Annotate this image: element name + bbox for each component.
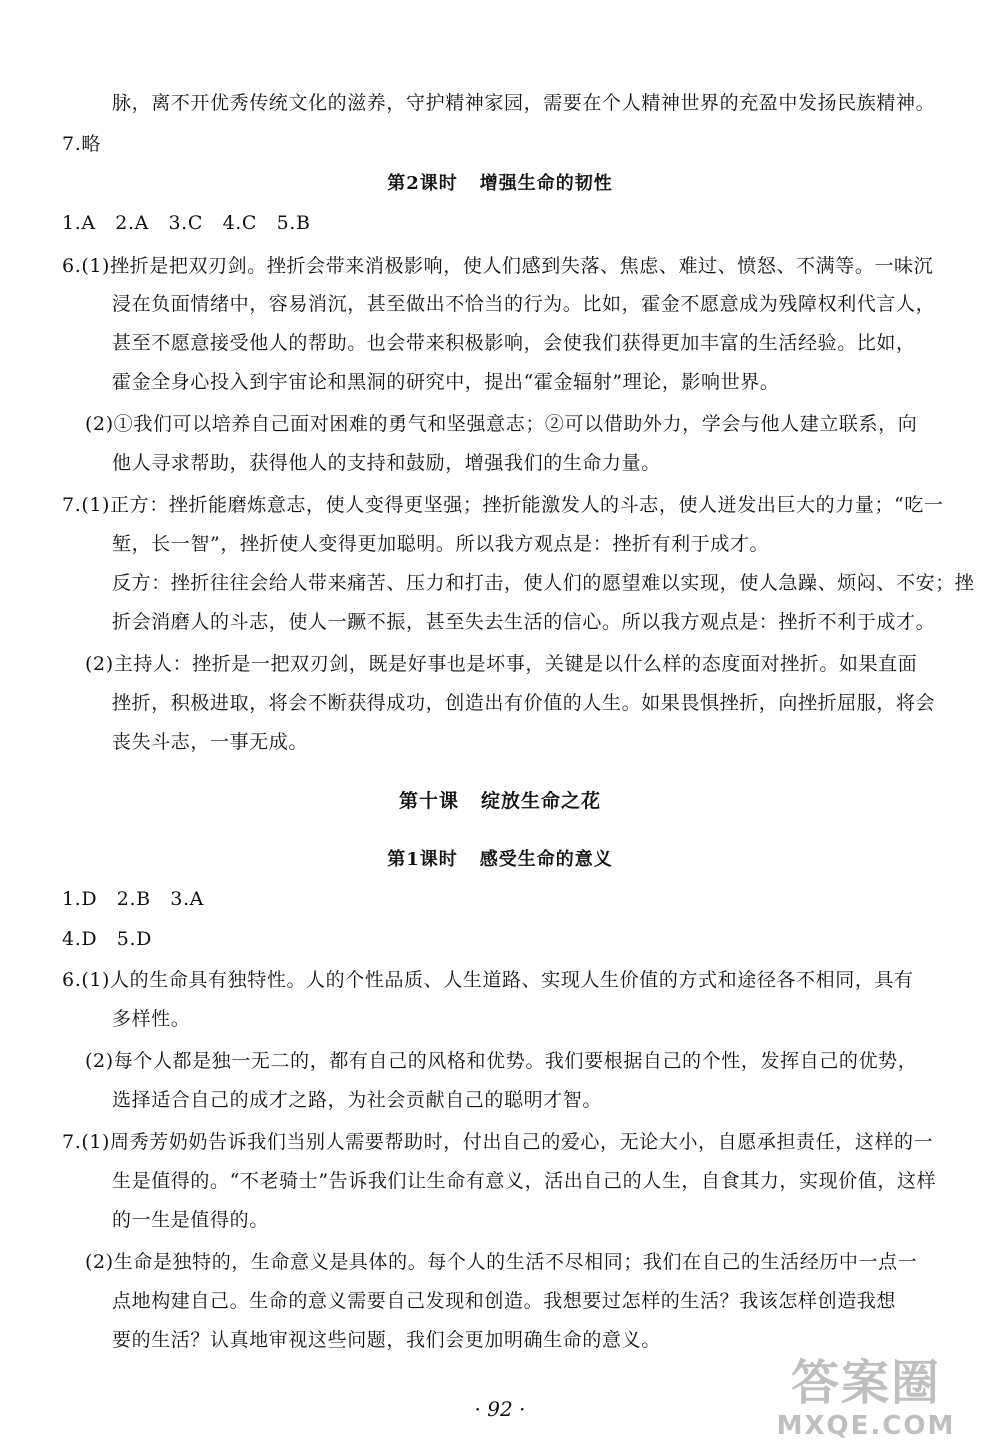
text-line: 生是值得的。“不老骑士”告诉我们让生命有意义，活出自己的人生，自食其力，实现价值，这样 xyxy=(112,1170,937,1192)
text-line: 他人寻求帮助，获得他人的支持和鼓励，增强我们的生命力量。 xyxy=(112,452,661,474)
text-line: 折会消磨人的斗志，使人一蹶不振，甚至失去生活的信心。所以我方观点是：挫折不利于成才。 xyxy=(112,611,936,633)
text-line: 霍金全身心投入到宇宙论和黑洞的研究中，提出“霍金辐射”理论，影响世界。 xyxy=(112,371,780,393)
text-line: 6.(1)挫折是把双刃剑。挫折会带来消极影响，使人们感到失落、焦虑、难过、愤怒、不满等。一味沉 xyxy=(62,255,934,277)
answer-line: 1.A 2.A 3.C 4.C 5.B xyxy=(62,212,311,234)
watermark-bottom: MXQE.COM xyxy=(776,1411,956,1441)
text-line: 脉，离不开优秀传统文化的滋养，守护精神家园，需要在个人精神世界的充盈中发扬民族精神。 xyxy=(112,92,936,114)
text-line: 丧失斗志，一事无成。 xyxy=(112,731,309,753)
text-line: 点地构建自己。生命的意义需要自己发现和创造。我想要过怎样的生活？我该怎样创造我想 xyxy=(112,1290,897,1312)
watermark-logo xyxy=(756,1355,976,1445)
text-line: 7.(1)周秀芳奶奶告诉我们当别人需要帮助时，付出自己的爱心，无论大小，自愿承担责任，这样的一 xyxy=(62,1131,934,1153)
text-line: 7.略 xyxy=(62,133,101,155)
text-line: 多样性。 xyxy=(112,1008,191,1030)
text-line: 反方：挫折往往会给人带来痛苦、压力和打击，使人们的愿望难以实现，使人急躁、烦闷、不安；挫 xyxy=(112,572,975,594)
answer-line: 1.D 2.B 3.A xyxy=(62,888,204,910)
text-line: (2)生命是独特的，生命意义是具体的。每个人的生活不尽相同；我们在自己的生活经历中一点一 xyxy=(85,1251,918,1273)
lesson-heading xyxy=(0,789,1000,813)
watermark-top: 答案圈 xyxy=(790,1355,941,1411)
text-line: 堑，长一智”，挫折使人变得更加聪明。所以我方观点是：挫折有利于成才。 xyxy=(112,533,770,555)
text-line: 浸在负面情绪中，容易消沉，甚至做出不恰当的行为。比如，霍金不愿意成为残障权利代言人， xyxy=(112,293,936,315)
heading-title: 增强生命的韧性 xyxy=(479,173,613,194)
page-number: · 92 · xyxy=(474,1397,526,1421)
answer-line: 4.D 5.D xyxy=(62,928,152,950)
text-line: 的一生是值得的。 xyxy=(112,1209,269,1231)
heading-label: 第2课时 xyxy=(387,173,458,194)
heading-label: 第十课 xyxy=(398,790,459,812)
text-line: 选择适合自己的成才之路，为社会贡献自己的聪明才智。 xyxy=(112,1089,603,1111)
heading-title: 绽放生命之花 xyxy=(481,790,602,812)
text-line: (2)每个人都是独一无二的，都有自己的风格和优势。我们要根据自己的个性，发挥自己的优势， xyxy=(85,1050,918,1072)
text-line: (2)①我们可以培养自己面对困难的勇气和坚强意志；②可以借助外力，学会与他人建立联系，向 xyxy=(85,413,918,435)
heading-label: 第1课时 xyxy=(387,849,458,870)
text-line: 7.(1)正方：挫折能磨炼意志，使人变得更坚强；挫折能激发人的斗志，使人迸发出巨大的力量；“吃一 xyxy=(62,494,944,516)
text-line: 挫折，积极进取，将会不断获得成功，创造出有价值的人生。如果畏惧挫折，向挫折屈服，将会 xyxy=(112,692,936,714)
section-heading xyxy=(0,848,1000,872)
heading-title: 感受生命的意义 xyxy=(479,849,613,870)
text-line: 6.(1)人的生命具有独特性。人的个性品质、人生道路、实现人生价值的方式和途径各不相同，具有 xyxy=(62,969,914,991)
section-heading xyxy=(0,172,1000,196)
text-line: 甚至不愿意接受他人的帮助。也会带来积极影响，会使我们获得更加丰富的生活经验。比如， xyxy=(112,332,916,354)
text-line: 要的生活？认真地审视这些问题，我们会更加明确生命的意义。 xyxy=(112,1329,661,1351)
text-line: (2)主持人：挫折是一把双刃剑，既是好事也是坏事，关键是以什么样的态度面对挫折。如果直面 xyxy=(85,653,918,675)
